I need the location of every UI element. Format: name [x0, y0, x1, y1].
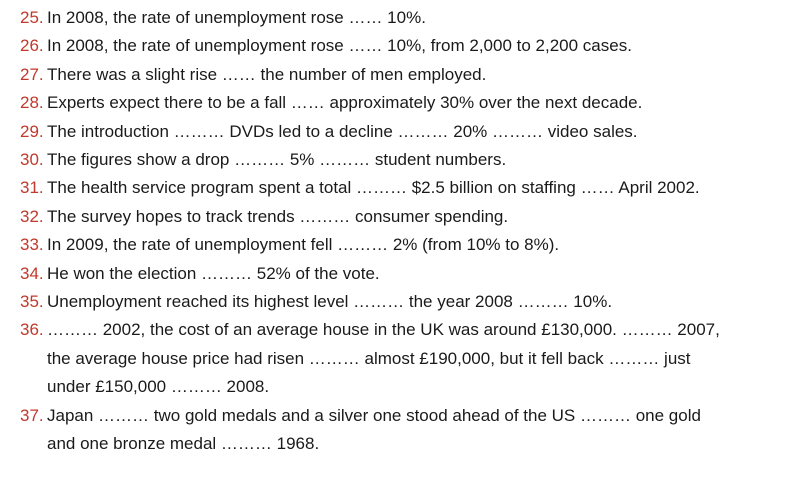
item-text: The survey hopes to track trends ……… consumer spending.: [47, 206, 509, 226]
item-text: The introduction ……… DVDs led to a decline ……… 20% ……… video sales.: [47, 121, 638, 141]
item-text: Experts expect there to be a fall …… approximately 30% over the next decade.: [47, 93, 643, 113]
item-number: 31.: [20, 178, 44, 198]
exercise-item-31: [0, 174, 810, 202]
exercise-item-35: [0, 288, 810, 316]
item-number: 34.: [20, 263, 44, 283]
item-text: Unemployment reached its highest level ……… the year 2008 ……… 10%.: [47, 292, 613, 312]
item-text-line-3: under £150,000 ……… 2008.: [47, 377, 270, 397]
item-text: The figures show a drop ……… 5% ……… student numbers.: [47, 150, 507, 170]
item-text: In 2008, the rate of unemployment rose …… 10%, from 2,000 to 2,200 cases.: [47, 36, 632, 56]
exercise-item-26: [0, 32, 810, 60]
exercise-item-30: [0, 146, 810, 174]
exercise-item-32: [0, 203, 810, 231]
item-number: 27.: [20, 64, 44, 84]
exercise-item-28: [0, 89, 810, 117]
exercise-item-34: [0, 260, 810, 288]
item-number: 29.: [20, 121, 44, 141]
item-number: 28.: [20, 93, 44, 113]
exercise-item-33: [0, 231, 810, 259]
item-number: 30.: [20, 150, 44, 170]
item-text: In 2008, the rate of unemployment rose …… 10%.: [47, 8, 426, 27]
item-text: He won the election ……… 52% of the vote.: [47, 263, 380, 283]
exercise-item-29: [0, 118, 810, 146]
exercise-item-36: [0, 316, 810, 401]
item-number: 32.: [20, 206, 44, 226]
item-text-line-2: the average house price had risen ……… almost £190,000, but it fell back ……… just: [47, 348, 691, 368]
item-number: 35.: [20, 292, 44, 312]
item-number: 36.: [20, 320, 44, 340]
item-text-line-2: and one bronze medal ……… 1968.: [47, 434, 320, 454]
item-number: 37.: [20, 405, 44, 425]
item-text: There was a slight rise …… the number of men employed.: [47, 64, 487, 84]
item-text: The health service program spent a total ……… $2.5 billion on staffing …… April 2002.: [47, 178, 700, 198]
item-number: 26.: [20, 36, 44, 56]
item-text: In 2009, the rate of unemployment fell ……… 2% (from 10% to 8%).: [47, 235, 560, 255]
item-text-line-1: Japan ……… two gold medals and a silver one stood ahead of the US ……… one gold: [47, 405, 701, 425]
exercise-item-27: [0, 61, 810, 89]
item-number: 33.: [20, 235, 44, 255]
exercise-item-25: [0, 4, 810, 32]
exercise-item-37: [0, 402, 810, 459]
item-number: 25.: [20, 8, 44, 27]
exercise-sheet: [0, 4, 810, 459]
item-text-line-1: ……… 2002, the cost of an average house in the UK was around £130,000. ……… 2007,: [47, 320, 720, 340]
